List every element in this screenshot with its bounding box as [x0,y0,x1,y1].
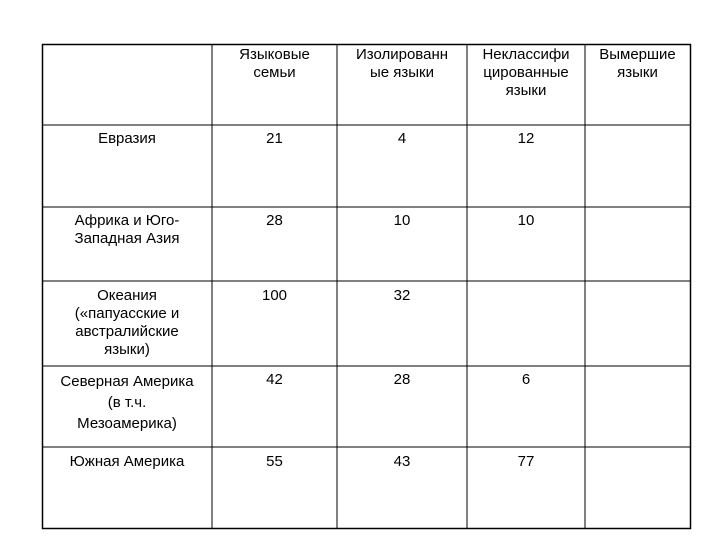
region-north-america: Северная Америка (в т.ч. Мезоамерика) [60,373,194,432]
table-cell: 6 [521,371,531,388]
header-language-families: Языковые семьи [239,46,310,81]
table-cell: 12 [517,130,535,147]
table-cell: 100 [261,287,288,304]
region-oceania: Океания («папуасские и австралийские языки) [74,287,180,358]
table-cell: 10 [393,212,411,229]
table-cell: 42 [266,371,283,388]
table-cell: 4 [397,130,407,147]
header-extinct-languages: Вымершие языки [599,46,676,81]
table-cell: 28 [266,212,283,229]
region-eurasia: Евразия [98,130,156,147]
table-cell: 21 [266,130,283,147]
table-cell: 55 [266,453,283,470]
table-cell: 77 [517,453,535,470]
header-isolated-languages: Изолированн ые языки [355,46,449,81]
table-cell: 32 [393,287,411,304]
table-cell: 43 [393,453,411,470]
header-unclassified-languages: Неклассифи цированные языки [482,46,570,99]
table-cell: 28 [393,371,411,388]
region-africa-sw-asia: Африка и Юго- Западная Азия [74,212,180,247]
region-south-america: Южная Америка [69,453,185,470]
table-cell: 10 [517,212,535,229]
